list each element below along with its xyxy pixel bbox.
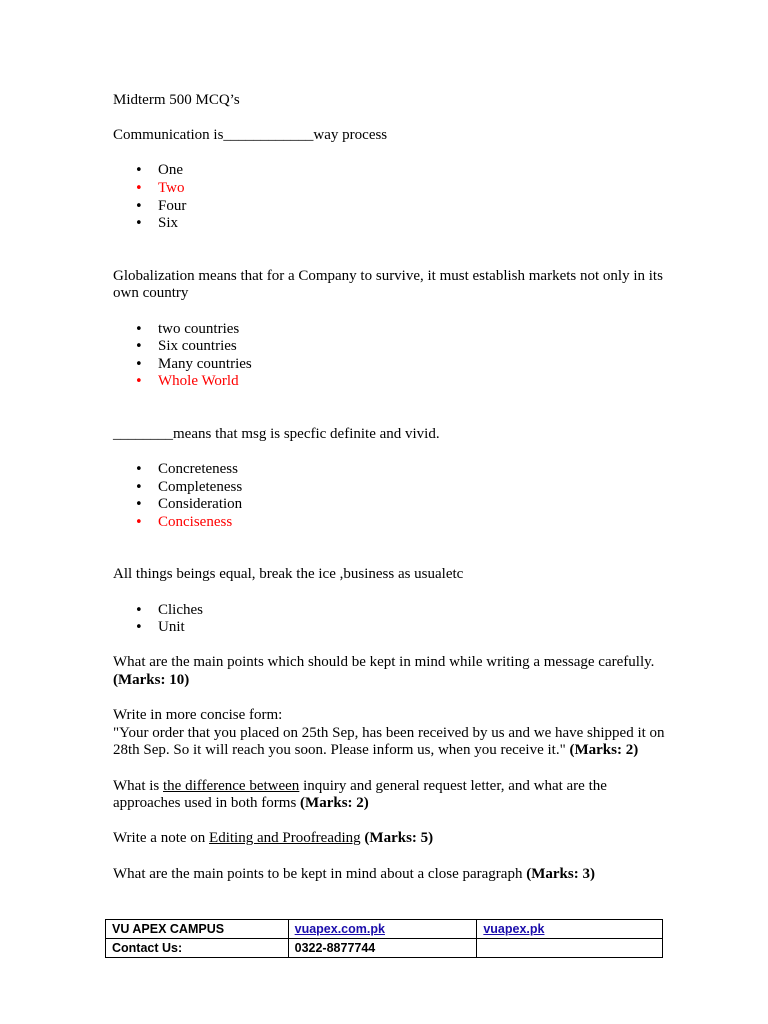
s4-pre: Write a note on	[113, 830, 210, 847]
s3-pre: What is	[113, 777, 163, 794]
campus-name: VU APEX CAMPUS	[106, 920, 289, 939]
footer-link-cell	[288, 920, 477, 939]
s1-marks: (Marks: 10)	[113, 672, 190, 689]
q3-option: • Consideration	[113, 496, 673, 514]
s3-post: inquiry and general request letter, and what are the approaches used in both forms	[113, 777, 607, 812]
s5-marks: (Marks: 3)	[526, 865, 595, 882]
q2-options	[113, 321, 673, 391]
q4-option: • Cliches	[113, 602, 673, 620]
q1-option-correct: • Two	[113, 180, 673, 198]
q1-blank: ____________	[223, 127, 314, 144]
question-1	[113, 127, 673, 145]
empty-cell	[477, 939, 663, 958]
footer-table	[105, 919, 663, 958]
s2-quote: "Your order that you placed on 25th Sep, has been received by us and we have shipped it on 28th Sep. So it will reach you soon. Please inform us, when you receive it."	[113, 724, 665, 759]
website-link-1[interactable]: vuapex.com.pk	[294, 922, 385, 936]
subjective-5	[113, 866, 673, 884]
subjective-4	[113, 830, 673, 848]
subjective-2-intro: Write in more concise form:	[113, 707, 283, 724]
q4-options	[113, 602, 673, 637]
question-3	[113, 426, 673, 444]
q1-prefix: Communication is	[113, 127, 224, 144]
q3-options	[113, 461, 673, 531]
subjective-2	[113, 725, 673, 760]
s2-marks: (Marks: 2)	[569, 742, 639, 759]
q4-option: • Unit	[113, 619, 673, 637]
footer-row	[106, 939, 663, 958]
q2-option: • Many countries	[113, 356, 673, 374]
doc-title: Midterm 500 MCQ’s	[113, 92, 240, 108]
subjective-1	[113, 654, 673, 689]
website-link-2[interactable]: vuapex.pk	[483, 922, 545, 936]
s3-marks: (Marks: 2)	[300, 795, 369, 812]
question-4: All things beings equal, break the ice ,business as usualetc	[113, 566, 464, 583]
q1-suffix: way process	[313, 127, 388, 144]
phone-number: 0322-8877744	[288, 939, 477, 958]
question-2: Globalization means that for a Company to survive, it must establish markets not only in its own country	[113, 267, 663, 302]
footer-row	[106, 920, 663, 939]
s1-text: What are the main points which should be kept in mind while writing a message carefully.	[113, 654, 655, 671]
s4-underlined: Editing and Proofreading	[209, 830, 361, 847]
q1-option: • Four	[113, 198, 673, 216]
contact-label: Contact Us:	[106, 939, 289, 958]
q2-option: • two countries	[113, 321, 673, 339]
q3-option-correct: • Conciseness	[113, 514, 673, 532]
s3-underlined: the difference between	[163, 777, 300, 794]
s4-marks: (Marks: 5)	[364, 830, 434, 847]
q2-option-correct: • Whole World	[113, 373, 673, 391]
q1-option: • Six	[113, 215, 673, 233]
document-body	[113, 92, 673, 883]
q1-option: • One	[113, 162, 673, 180]
q3-blank: ________	[113, 425, 173, 442]
footer-link-cell	[477, 920, 663, 939]
q3-text: means that msg is specfic definite and vivid.	[173, 425, 440, 442]
q1-options	[113, 162, 673, 232]
q3-option: • Concreteness	[113, 461, 673, 479]
q3-option: • Completeness	[113, 479, 673, 497]
subjective-3	[113, 778, 673, 813]
q2-option: • Six countries	[113, 338, 673, 356]
s5-text: What are the main points to be kept in mind about a close paragraph	[113, 865, 523, 882]
